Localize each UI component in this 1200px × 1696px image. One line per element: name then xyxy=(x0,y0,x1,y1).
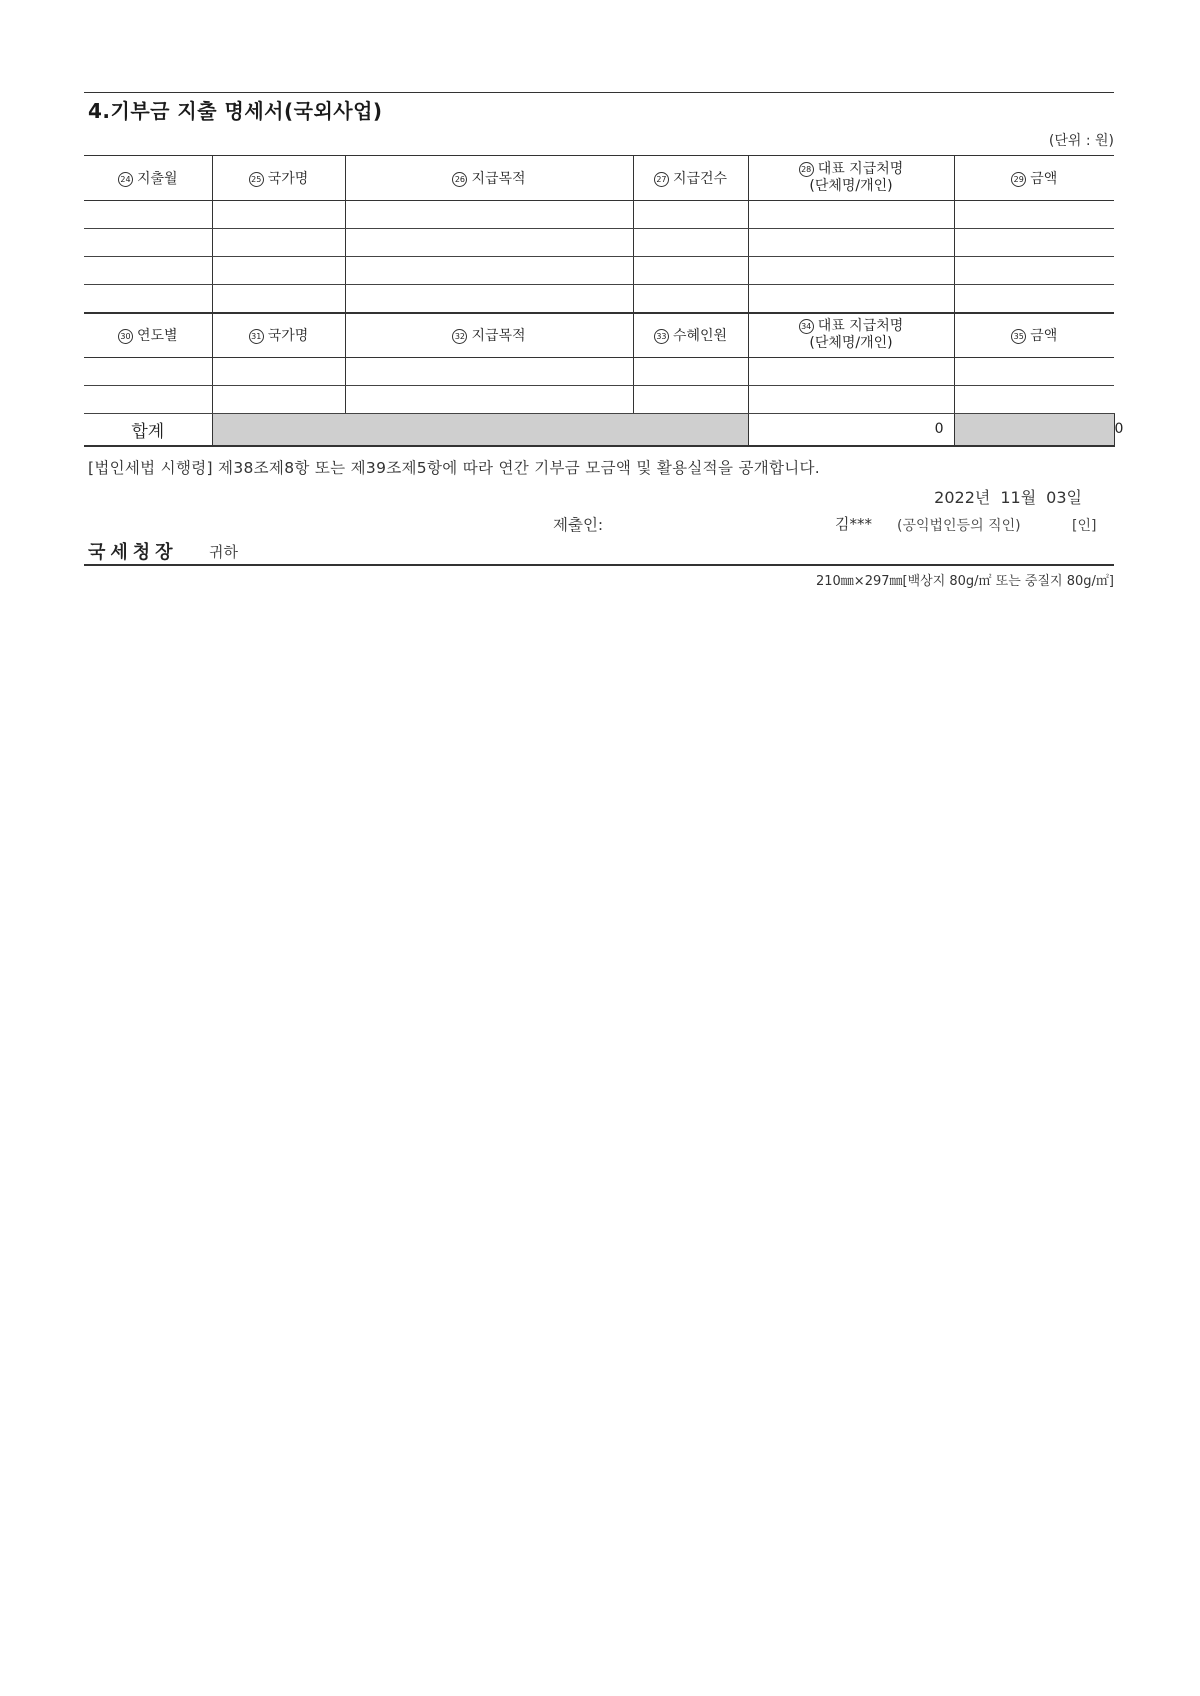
circled-number: 27 xyxy=(654,172,669,187)
table-row xyxy=(84,201,1114,229)
circled-number: 33 xyxy=(654,329,669,344)
header-by-year: 30 연도별 xyxy=(84,313,212,358)
total-label: 합계 xyxy=(84,414,212,446)
submitter-label: 제출인: xyxy=(553,516,604,534)
seal-mark: [인] xyxy=(1072,518,1097,534)
circled-number: 34 xyxy=(799,319,814,334)
donation-expenditure-table xyxy=(84,155,1124,447)
header-representative-payee: 34 대표 지급처명 (단체명/개인) xyxy=(748,313,954,358)
table-row xyxy=(84,257,1114,285)
circled-number: 25 xyxy=(249,172,264,187)
header-country: 31 국가명 xyxy=(212,313,345,358)
header-beneficiaries: 33 수혜인원 xyxy=(633,313,748,358)
table1-header-row xyxy=(84,156,1114,201)
date-year: 2022년 xyxy=(934,488,991,507)
header-purpose: 26 지급목적 xyxy=(345,156,633,201)
table-row xyxy=(84,386,1114,414)
circled-number: 28 xyxy=(799,162,814,177)
paper-spec: 210㎜×297㎜[백상지 80g/㎡ 또는 중질지 80g/㎡] xyxy=(815,574,1114,589)
title-top-rule xyxy=(84,92,1114,93)
circled-number: 24 xyxy=(118,172,133,187)
table-row xyxy=(84,285,1114,313)
total-shaded-cell xyxy=(954,414,1114,446)
total-row: 합계 0 0 xyxy=(84,414,1114,446)
header-amount: 35 금액 xyxy=(954,313,1114,358)
disclosure-note: [법인세법 시행령] 제38조제8항 또는 제39조제5항에 따라 연간 기부금 모금액 및 활용실적을 공개합니다. xyxy=(88,459,821,477)
circled-number: 35 xyxy=(1011,329,1026,344)
header-representative-payee: 28 대표 지급처명 (단체명/개인) xyxy=(748,156,954,201)
header-purpose: 32 지급목적 xyxy=(345,313,633,358)
submission-date xyxy=(924,485,1082,508)
circled-number: 31 xyxy=(249,329,264,344)
submitter-name: 김*** xyxy=(835,515,872,533)
date-day: 03일 xyxy=(1046,488,1082,507)
total-shaded-cell xyxy=(212,414,748,446)
unit-label: (단위 : 원) xyxy=(1048,133,1114,149)
total-count: 0 xyxy=(748,414,954,446)
header-country: 25 국가명 xyxy=(212,156,345,201)
circled-number: 32 xyxy=(452,329,467,344)
recipient-honorific: 귀하 xyxy=(209,543,238,561)
circled-number: 30 xyxy=(118,329,133,344)
table-row xyxy=(84,358,1114,386)
table2-header-row xyxy=(84,313,1114,358)
circled-number: 26 xyxy=(452,172,467,187)
submitter-role: (공익법인등의 직인) xyxy=(897,518,1021,534)
header-expense-month: 24 지출월 xyxy=(84,156,212,201)
circled-number: 29 xyxy=(1011,172,1026,187)
footer-rule xyxy=(84,564,1114,566)
recipient-name: 국세청장 xyxy=(88,542,178,563)
date-month: 11월 xyxy=(1000,488,1037,507)
section-title: 4.기부금 지출 명세서(국외사업) xyxy=(88,99,383,123)
table-row xyxy=(84,229,1114,257)
header-amount: 29 금액 xyxy=(954,156,1114,201)
header-payment-count: 27 지급건수 xyxy=(633,156,748,201)
